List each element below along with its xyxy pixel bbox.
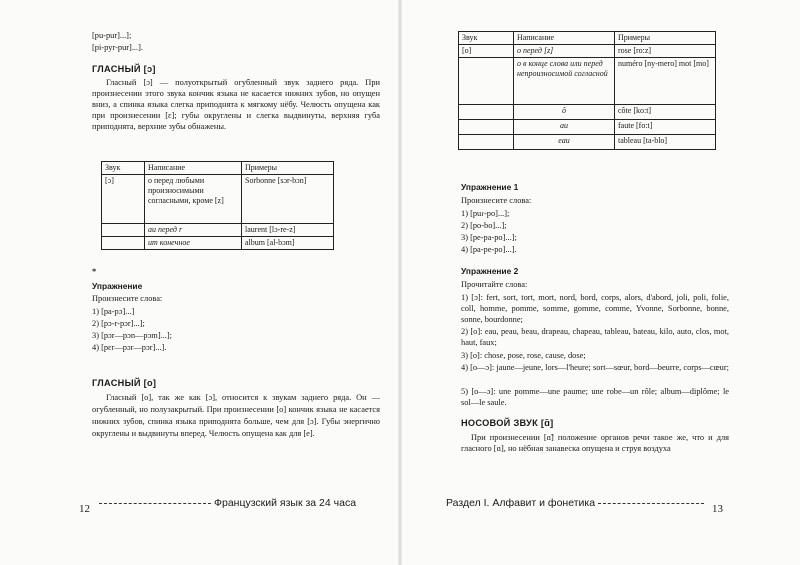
table-header-cell: Звук	[102, 162, 145, 175]
spelling-cell: eau	[514, 135, 615, 150]
exercise-1-title: Упражнение 1	[461, 182, 519, 192]
paragraph-o-closed: Гласный [o], так же как [ɔ], относится к звукам заднего ряда. Он — огубленный, но полузакрытый. При произнесении [o] кончик языка не касается нижних зубов, спинка языка приподнята больше, чем для [ɔ]. Губы энергично округлены и выдвинуты вперед. Челюсть опущена как для [e].	[92, 393, 380, 438]
exercise-item: 4) [pa-pe-po]...].	[461, 245, 517, 254]
table-row	[459, 135, 716, 150]
table-row	[459, 105, 716, 120]
paragraph-nasal: При произнесении [ɑ̃] положение органов речи такое же, что и для гласного [ɑ], но нёбная занавеска опущена и струя воздуха	[461, 433, 729, 453]
table-row	[459, 120, 716, 135]
table-row	[102, 175, 334, 224]
sound-cell: [ɔ]	[102, 175, 145, 224]
section-heading-nasal: НОСОВОЙ ЗВУК [ɑ̃]	[461, 418, 554, 428]
top-line-1: [pu-pur]...];	[92, 31, 132, 40]
table-header-cell: Написание	[514, 32, 615, 45]
spelling-cell: ô	[514, 105, 615, 120]
spelling-cell: o перед [z]	[514, 45, 615, 58]
example-cell: Sorbonne [sɔr-bɔn]	[242, 175, 334, 224]
example-cell: album [al-bɔm]	[242, 237, 334, 250]
footer-rule	[598, 503, 704, 504]
exercise-2-intro: Прочитайте слова:	[461, 280, 528, 289]
table-row	[102, 224, 334, 237]
page-number: 13	[712, 503, 723, 515]
sound-cell	[459, 120, 514, 135]
bullet-mark: *	[92, 267, 97, 276]
exercise-item: 3) [pɔr—pɔn—pɔm]...];	[92, 331, 173, 340]
exercise-item: 1) [pa-pɔ]...]	[92, 307, 135, 316]
spelling-table-o-closed	[458, 31, 716, 150]
example-cell: côte [ko:t]	[615, 105, 716, 120]
table-header-row	[102, 162, 334, 175]
exercise-item: 1) [puɾ-po]...];	[461, 209, 510, 218]
sound-cell	[459, 105, 514, 120]
exercise-2-title: Упражнение 2	[461, 266, 519, 276]
table-header-cell: Написание	[145, 162, 242, 175]
example-cell: rose [ro:z]	[615, 45, 716, 58]
exercise-item: 5) [o—ɔ]: une pomme—une paume; une robe—un rôle; album—diplôme; le sol—le saule.	[461, 387, 729, 407]
spelling-cell: o перед любыми произносимыми согласными, кроме [z]	[145, 175, 242, 224]
running-footer: Французский язык за 24 часа	[214, 497, 357, 509]
exercise-item: 2) [o]: eau, peau, beau, drapeau, chapeau, tableau, bateau, kilo, auto, clos, mot, haut, faux;	[461, 327, 729, 347]
example-cell: tableau [ta-blo]	[615, 135, 716, 150]
page-number: 12	[79, 503, 90, 515]
exercise-intro: Произнесите слова:	[92, 294, 163, 303]
sound-cell	[102, 224, 145, 237]
sound-cell	[459, 135, 514, 150]
exercise-item: 4) [o—ɔ]: jaune—jeune, lors—l'heure; sort—sœur, bord—beurre, corps—cœur;	[461, 363, 729, 372]
sound-cell	[459, 58, 514, 105]
exercise-title: Упражнение	[92, 281, 143, 291]
spelling-cell: um конечное	[145, 237, 242, 250]
spelling-cell: au	[514, 120, 615, 135]
right-page	[400, 0, 800, 565]
section-heading-o-closed: ГЛАСНЫЙ [o]	[92, 378, 157, 388]
example-cell: faute [fo:t]	[615, 120, 716, 135]
sound-cell: [o]	[459, 45, 514, 58]
exercise-item: 4) [pɛr—pɔr—pɔr]...].	[92, 343, 167, 352]
exercise-item: 3) [o]: chose, pose, rose, cause, dose;	[461, 351, 586, 360]
exercise-item: 1) [ɔ]: fert, sort, tort, mort, nord, bord, corps, alors, d'abord, joli, poli, folie, coll, homme, pomme, somme, gomme, comme, Yvonne, Sorbonne, bonne, sonne, bourdonne;	[461, 293, 729, 324]
spelling-cell: o в конце слова или перед непроизносимой согласной	[514, 58, 615, 105]
top-line-2: [pi-pyr-pur]...].	[92, 43, 143, 52]
section-heading-o-open: ГЛАСНЫЙ [ɔ]	[92, 64, 156, 74]
exercise-item: 2) [po-bo]...];	[461, 221, 507, 230]
paragraph-o-open: Гласный [ɔ] — полуоткрытый огубленный звук заднего ряда. При произнесении этого звука кончик языка не касается нижних зубов, но опущен вниз, а спинка языка слегка приподнята к мягкому нёбу. Челюсть опущена как при произнесении [ɛ]; губы округлены и слегка выдвинуты, верхняя губа приподнята, верхние зубы обнажены.	[92, 78, 380, 131]
table-header-cell: Примеры	[242, 162, 334, 175]
example-cell: numéro [ny-mero] mot [mo]	[615, 58, 716, 105]
sound-cell	[102, 237, 145, 250]
running-footer: Раздел I. Алфавит и фонетика	[446, 497, 596, 509]
table-header-cell: Звук	[459, 32, 514, 45]
footer-rule	[99, 503, 211, 504]
exercise-item: 3) [pe-pa-po]...];	[461, 233, 517, 242]
spelling-table-o-open	[101, 161, 334, 250]
exercise-item: 2) [pɔ-r-pɔr]...];	[92, 319, 145, 328]
example-cell: laurent [lɔ-re-z]	[242, 224, 334, 237]
exercise-1-intro: Произнесите слова:	[461, 196, 532, 205]
table-header-cell: Примеры	[615, 32, 716, 45]
table-row	[102, 237, 334, 250]
table-row	[459, 45, 716, 58]
spelling-cell: au перед r	[145, 224, 242, 237]
table-header-row	[459, 32, 716, 45]
table-row	[459, 58, 716, 105]
